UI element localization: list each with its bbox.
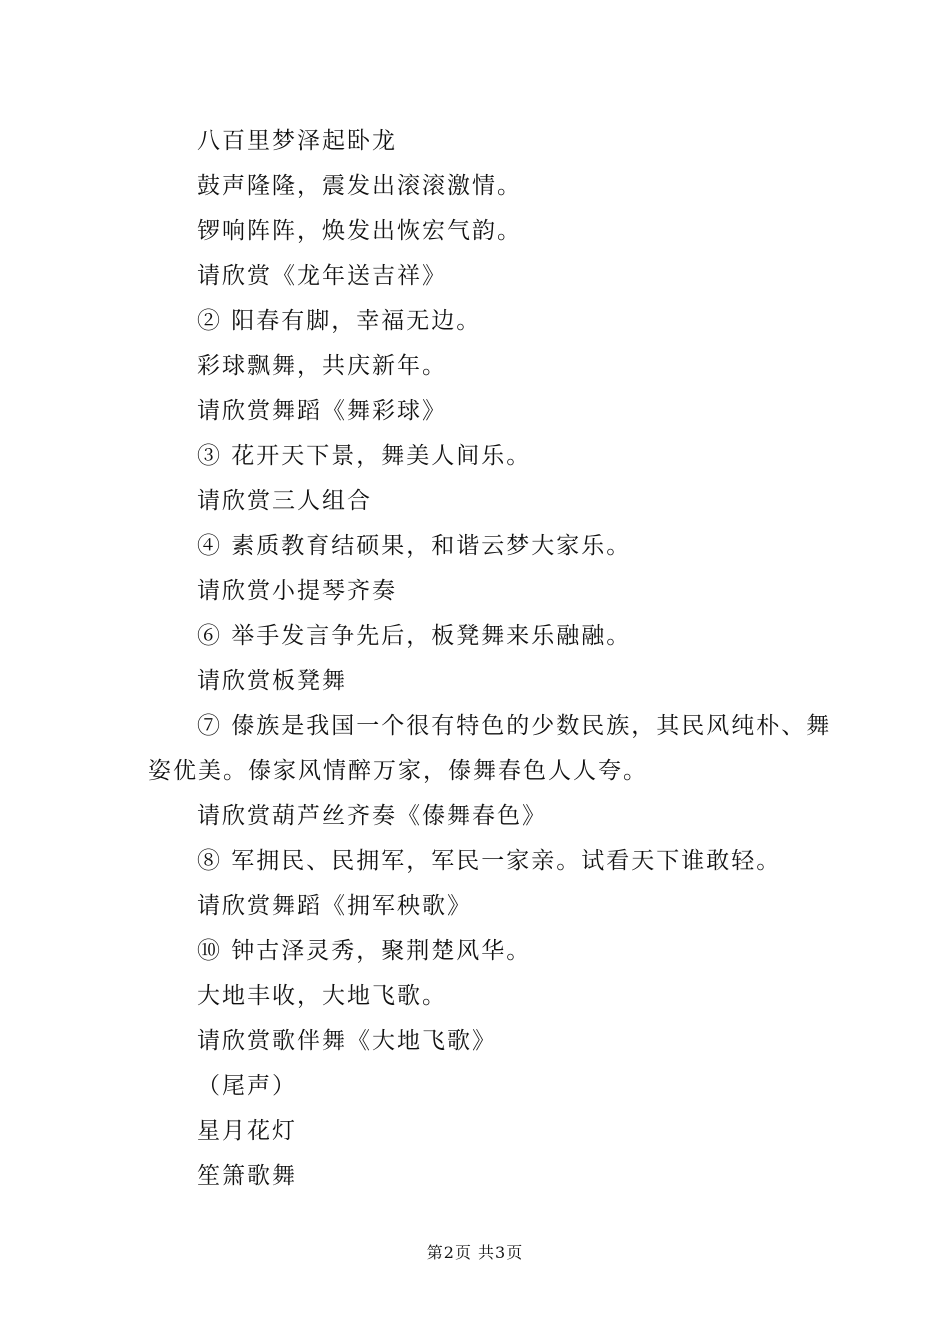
text-line: 笙箫歌舞 xyxy=(197,1163,297,1189)
text-line: ⑥ 举手发言争先后，板凳舞来乐融融。 xyxy=(197,623,632,649)
text-line: （尾声） xyxy=(197,1073,297,1099)
text-line: 鼓声隆隆，震发出滚滚激情。 xyxy=(197,173,522,199)
text-line: ② 阳春有脚，幸福无边。 xyxy=(197,308,482,334)
text-line: 请欣赏舞蹈《拥军秧歌》 xyxy=(197,893,472,919)
text-line: 请欣赏歌伴舞《大地飞歌》 xyxy=(197,1028,497,1054)
text-line: 八百里梦泽起卧龙 xyxy=(197,128,397,154)
text-line: ④ 素质教育结硕果，和谐云梦大家乐。 xyxy=(197,533,632,559)
text-line: ⑧ 军拥民、民拥军，军民一家亲。试看天下谁敢轻。 xyxy=(197,848,782,874)
page-footer: 第2页 共3页 xyxy=(426,1243,524,1262)
text-line: 请欣赏板凳舞 xyxy=(197,668,347,694)
text-line: 锣响阵阵，焕发出恢宏气韵。 xyxy=(197,218,522,244)
text-line: 请欣赏小提琴齐奏 xyxy=(197,578,397,604)
text-line: 请欣赏葫芦丝齐奏《傣舞春色》 xyxy=(197,803,547,829)
document-body xyxy=(148,119,838,1199)
text-line: 彩球飘舞，共庆新年。 xyxy=(197,353,447,379)
text-line: 大地丰收，大地飞歌。 xyxy=(197,983,447,1009)
text-line: 请欣赏《龙年送吉祥》 xyxy=(197,263,447,289)
text-line: 请欣赏舞蹈《舞彩球》 xyxy=(197,398,447,424)
text-line: 星月花灯 xyxy=(197,1118,297,1144)
text-line: ⑩ 钟古泽灵秀，聚荆楚风华。 xyxy=(197,938,532,964)
text-paragraph: ⑦ 傣族是我国一个很有特色的少数民族，其民风纯朴、舞姿优美。傣家风情醉万家，傣舞春色人人夸。 xyxy=(148,713,832,784)
text-line: 请欣赏三人组合 xyxy=(197,488,372,514)
text-line: ③ 花开天下景，舞美人间乐。 xyxy=(197,443,532,469)
